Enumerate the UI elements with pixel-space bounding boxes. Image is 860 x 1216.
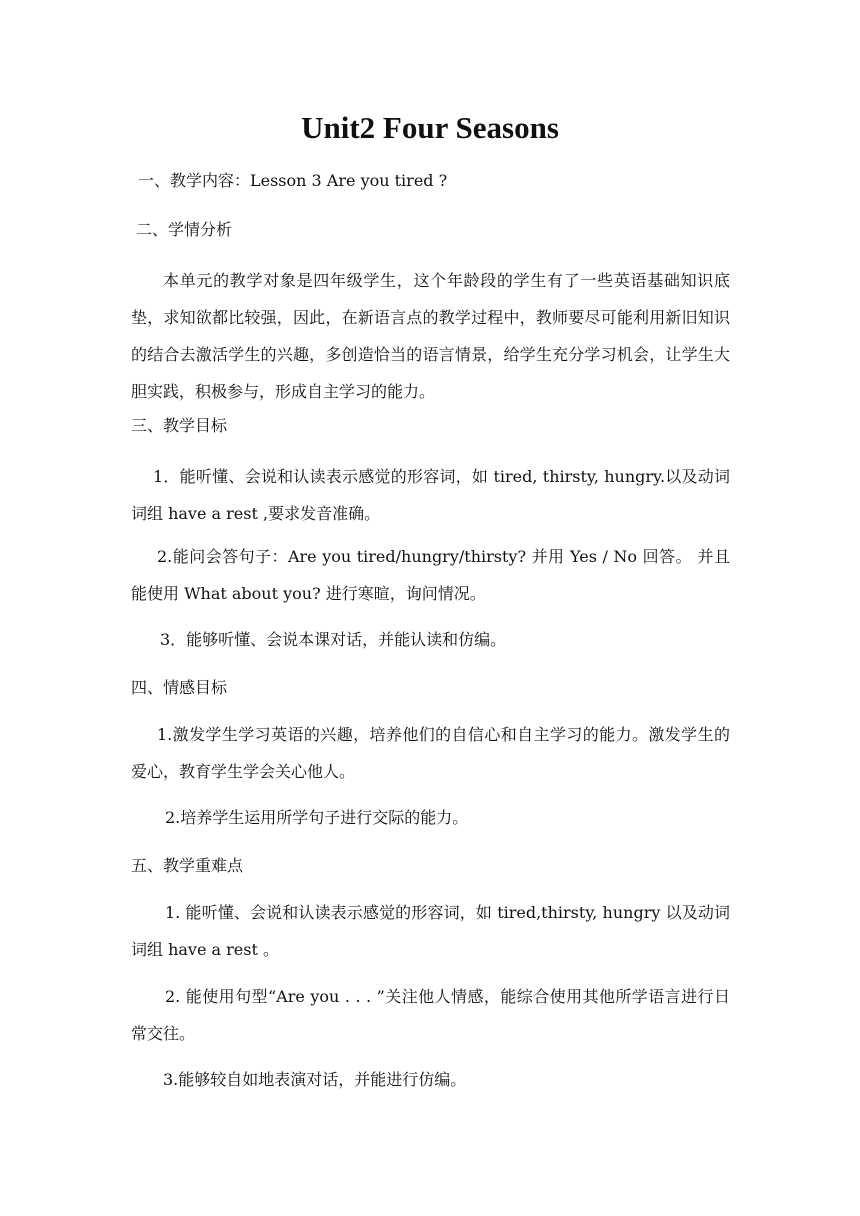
analysis-paragraph: 本单元的教学对象是四年级学生，这个年龄段的学生有了一些英语基础知识底垫，求知欲都比较强，因此，在新语言点的教学过程中，教师要尽可能利用新旧知识的结合去激活学生的兴趣，多创造恰当的语言情景，给学生充分学习机会，让学生大胆实践，积极参与，形成自主学习的能力。 — [131, 271, 730, 401]
goal-item-2: 2.能问会答句子：Are you tired/hungry/thirsty? 并用 Yes / No 回答。 并且能使用 What about you? 进行寒暄，询问情况。 — [131, 547, 730, 603]
section-heading-analysis: 二、学情分析 — [136, 220, 233, 239]
key-point-1: 1. 能听懂、会说和认读表示感觉的形容词，如 tired,thirsty, hungry 以及动词词组 have a rest 。 — [131, 903, 730, 959]
section-heading-content: 一、教学内容：Lesson 3 Are you tired ? — [138, 171, 448, 190]
section-heading-emotion: 四、情感目标 — [131, 678, 228, 697]
goal-item-1: 1．能听懂、会说和认读表示感觉的形容词，如 tired, thirsty, hungry.以及动词词组 have a rest ,要求发音准确。 — [131, 467, 730, 523]
emotion-goal-2: 2.培养学生运用所学句子进行交际的能力。 — [165, 808, 469, 827]
key-point-3: 3.能够较自如地表演对话，并能进行仿编。 — [163, 1070, 467, 1089]
section-heading-key-points: 五、教学重难点 — [131, 856, 244, 875]
emotion-goal-1: 1.激发学生学习英语的兴趣，培养他们的自信心和自主学习的能力。激发学生的爱心，教育学生学会关心他人。 — [131, 725, 730, 781]
goal-item-3: 3．能够听懂、会说本课对话，并能认读和仿编。 — [160, 630, 507, 649]
document-title: Unit2 Four Seasons — [301, 110, 559, 145]
key-point-2: 2. 能使用句型“Are you . . . ”关注他人情感，能综合使用其他所学语言进行日常交往。 — [131, 987, 730, 1043]
section-heading-goals: 三、教学目标 — [131, 416, 228, 435]
